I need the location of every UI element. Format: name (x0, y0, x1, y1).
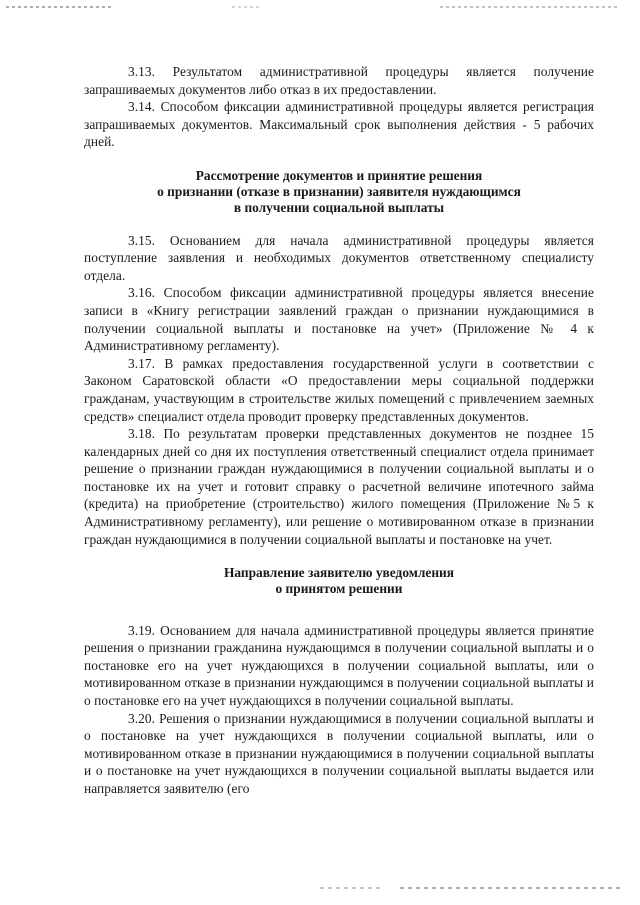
scan-artifact-top (0, 6, 640, 12)
paragraph-3-18: 3.18. По результатам проверки представленных документов не позднее 15 календарных дней со дня их поступления ответственный специалист отдела принимает решение о признании граждан нуждающимися в получении социальной выплаты и о постановке их на учет и готовит справку о расчетной величине ипотечного займа (кредита) на приобретение (строительство) жилого помещения (Приложение №5 к Административному регламенту), или решение о мотивированном отказе в признании граждан нуждающимися в получении социальной выплаты и постановке на учет. (84, 426, 594, 547)
heading-line: о принятом решении (275, 581, 403, 597)
heading-line: о признании (отказе в признании) заявителя нуждающимся (157, 184, 521, 200)
paragraph-3-15: 3.15. Основанием для начала административной процедуры является поступление заявления и необходимых документов ответственному специалисту отдела. (84, 232, 594, 283)
paragraph-3-13: 3.13. Результатом административной процедуры является получение запрашиваемых документов либо отказ в их предоставлении. (84, 64, 594, 97)
section-heading-review (84, 168, 594, 217)
paragraph-3-17: 3.17. В рамках предоставления государственной услуги в соответствии с Законом Саратовской области «О предоставлении меры социальной поддержки гражданам, участвующим в строительстве жилых помещений с привлечением заемных средств» специалист отдела проводит проверку представленных документов. (84, 355, 594, 424)
paragraph-3-16: 3.16. Способом фиксации административной процедуры является внесение записи в «Книгу регистрации заявлений граждан о признании нуждающимися в получении социальной выплаты и постановке на учет» (Приложение № 4 к Административному регламенту). (84, 285, 594, 354)
heading-line: в получении социальной выплаты (233, 200, 445, 216)
paragraph-3-14: 3.14. Способом фиксации административной процедуры является регистрация запрашиваемых документов. Максимальный срок выполнения действия - 5 рабочих дней. (84, 99, 594, 150)
scan-artifact-bottom (0, 885, 640, 893)
document-body (84, 63, 594, 798)
paragraph-3-19: 3.19. Основанием для начала административной процедуры является принятие решения о признании гражданина нуждающимся в получении социальной выплаты и о постановке его на учет нуждающихся в получении социальной выплаты, или о мотивированном отказе в признании нуждающимся в получении социальной выплаты и о постановке его на учет нуждающихся в получении социальной выплаты. (84, 622, 594, 709)
paragraph-3-20: 3.20. Решения о признании нуждающимися в получении социальной выплаты и о постановке на учет нуждающихся в получении социальной выплаты, или о мотивированном отказе в признании нуждающимися в получении социальной выплаты и о постановке на учет нуждающихся в получении социальной выплаты выдается или направляется заявителю (его (84, 710, 594, 797)
heading-line: Направление заявителю уведомления (223, 565, 455, 581)
heading-line: Рассмотрение документов и принятие решения (195, 167, 483, 183)
section-heading-notification (84, 565, 594, 597)
